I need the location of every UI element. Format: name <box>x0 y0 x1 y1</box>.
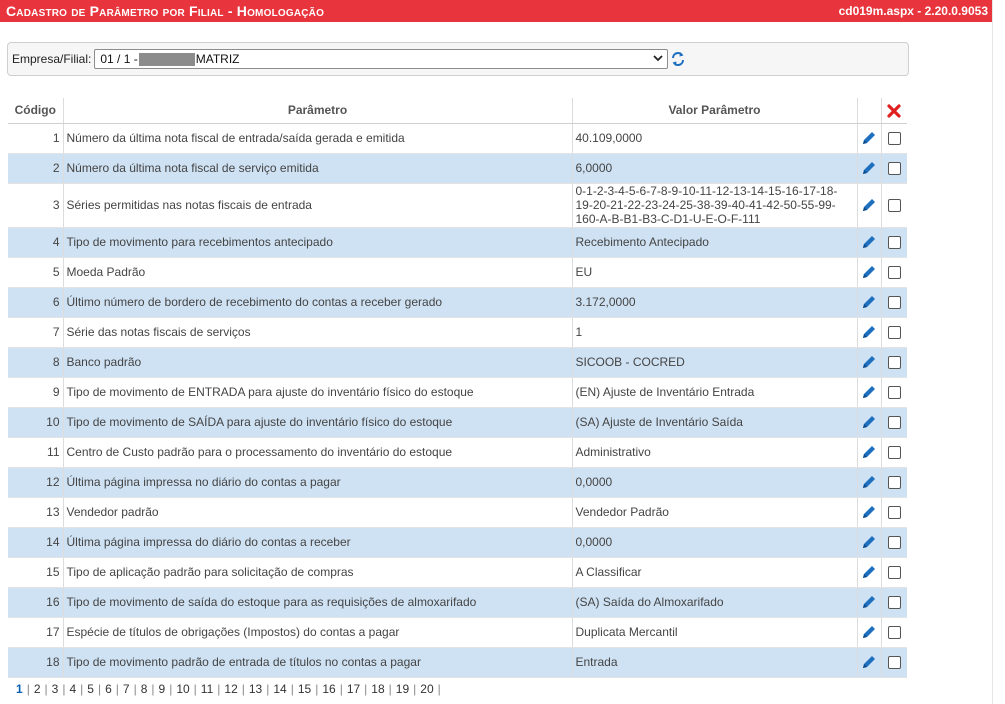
page-separator: | <box>115 681 119 696</box>
row-edit-cell <box>857 617 881 647</box>
table-row[interactable] <box>8 377 907 407</box>
row-select-cell <box>881 287 907 317</box>
row-select-checkbox[interactable] <box>888 356 901 369</box>
table-row[interactable] <box>8 527 907 557</box>
row-code: 1 <box>8 123 63 153</box>
pencil-icon[interactable] <box>861 594 877 610</box>
row-code: 18 <box>8 647 63 677</box>
pencil-icon[interactable] <box>861 504 877 520</box>
row-select-checkbox[interactable] <box>888 296 901 309</box>
column-header-edit <box>857 98 881 123</box>
page-title: Cadastro de Parâmetro por Filial - Homologação <box>6 3 325 19</box>
row-value: Vendedor Padrão <box>572 497 857 527</box>
row-edit-cell <box>857 557 881 587</box>
row-parameter: Tipo de aplicação padrão para solicitação de compras <box>63 557 572 587</box>
page-separator: | <box>241 681 245 696</box>
row-select-cell <box>881 227 907 257</box>
page-link[interactable]: 20 <box>420 681 434 696</box>
row-edit-cell <box>857 377 881 407</box>
row-parameter: Número da última nota fiscal de entrada/saída gerada e emitida <box>63 123 572 153</box>
page-separator: | <box>437 681 441 696</box>
pencil-icon[interactable] <box>861 197 877 213</box>
row-select-cell <box>881 557 907 587</box>
row-value: (SA) Ajuste de Inventário Saída <box>572 407 857 437</box>
page-separator: | <box>169 681 173 696</box>
table-row[interactable] <box>8 557 907 587</box>
table-row[interactable] <box>8 183 907 227</box>
page-separator: | <box>339 681 343 696</box>
row-select-cell <box>881 497 907 527</box>
row-code: 3 <box>8 183 63 227</box>
row-select-cell <box>881 437 907 467</box>
table-row[interactable] <box>8 317 907 347</box>
row-select-cell <box>881 347 907 377</box>
page-link[interactable]: 6 <box>105 681 112 696</box>
page-separator: | <box>217 681 221 696</box>
row-value: 6,0000 <box>572 153 857 183</box>
delete-x-icon[interactable] <box>887 104 901 118</box>
row-value: A Classificar <box>572 557 857 587</box>
page-link[interactable]: 1 <box>16 681 23 696</box>
row-code: 2 <box>8 153 63 183</box>
row-select-checkbox[interactable] <box>888 266 901 279</box>
row-value: Duplicata Mercantil <box>572 617 857 647</box>
row-code: 6 <box>8 287 63 317</box>
row-code: 16 <box>8 587 63 617</box>
row-code: 7 <box>8 317 63 347</box>
page-link[interactable]: 8 <box>140 681 148 696</box>
row-edit-cell <box>857 587 881 617</box>
row-parameter: Tipo de movimento de SAÍDA para ajuste do inventário físico do estoque <box>63 407 572 437</box>
row-value: 0-1-2-3-4-5-6-7-8-9-10-11-12-13-14-15-16-17-18-19-20-21-22-23-24-25-38-39-40-41-42-50-55-99-160-A-B-B1-B3-C-D1-U-E-O-F-111 <box>572 183 857 227</box>
row-code: 14 <box>8 527 63 557</box>
column-header-value[interactable]: Valor Parâmetro <box>572 98 857 123</box>
row-parameter: Última página impressa no diário do contas a pagar <box>63 467 572 497</box>
row-select-checkbox[interactable] <box>888 446 901 459</box>
title-bar <box>0 0 992 22</box>
row-parameter: Moeda Padrão <box>63 257 572 287</box>
row-edit-cell <box>857 407 881 437</box>
page-link[interactable]: 2 <box>33 681 41 696</box>
row-select-cell <box>881 647 907 677</box>
table-row[interactable] <box>8 647 907 677</box>
row-parameter: Séries permitidas nas notas fiscais de entrada <box>63 183 572 227</box>
page-link[interactable]: 16 <box>322 681 336 696</box>
row-value: 3.172,0000 <box>572 287 857 317</box>
pencil-icon[interactable] <box>861 160 877 176</box>
table-header-row <box>8 98 907 123</box>
row-edit-cell <box>857 437 881 467</box>
page-link[interactable]: 12 <box>224 681 238 696</box>
row-select-checkbox[interactable] <box>888 236 901 249</box>
company-select-suffix: MATRIZ <box>195 52 240 66</box>
row-code: 5 <box>8 257 63 287</box>
page-separator: | <box>364 681 368 696</box>
page-separator: | <box>315 681 319 696</box>
row-code: 17 <box>8 617 63 647</box>
table-row[interactable] <box>8 587 907 617</box>
pencil-icon[interactable] <box>861 474 877 490</box>
refresh-icon[interactable] <box>671 51 685 67</box>
column-header-code[interactable]: Código <box>8 98 63 123</box>
page-link[interactable]: 19 <box>395 681 410 696</box>
pencil-icon[interactable] <box>861 354 877 370</box>
row-edit-cell <box>857 497 881 527</box>
row-select-checkbox[interactable] <box>888 656 901 669</box>
table-row[interactable] <box>8 407 907 437</box>
row-edit-cell <box>857 527 881 557</box>
row-edit-cell <box>857 123 881 153</box>
table-row[interactable] <box>8 467 907 497</box>
page-link[interactable]: 5 <box>87 681 94 696</box>
pencil-icon[interactable] <box>861 234 877 250</box>
row-parameter: Última página impressa do diário do contas a receber <box>63 527 572 557</box>
row-parameter: Espécie de títulos de obrigações (Impostos) do contas a pagar <box>63 617 572 647</box>
row-value: EU <box>572 257 857 287</box>
pencil-icon[interactable] <box>861 654 877 670</box>
row-value: 0,0000 <box>572 467 857 497</box>
pencil-icon[interactable] <box>861 384 877 400</box>
page-link[interactable]: 15 <box>297 681 312 696</box>
row-code: 9 <box>8 377 63 407</box>
row-select-cell <box>881 123 907 153</box>
page-separator: | <box>151 681 155 696</box>
pencil-icon[interactable] <box>861 534 877 550</box>
pagination <box>12 682 904 696</box>
table-row[interactable] <box>8 287 907 317</box>
row-value: Recebimento Antecipado <box>572 227 857 257</box>
table-row[interactable] <box>8 123 907 153</box>
page-separator: | <box>193 681 197 696</box>
row-select-cell <box>881 153 907 183</box>
page-link[interactable]: 7 <box>122 681 130 696</box>
row-select-checkbox[interactable] <box>888 506 901 519</box>
pencil-icon[interactable] <box>861 414 877 430</box>
company-select[interactable] <box>94 49 668 69</box>
row-select-checkbox[interactable] <box>888 132 901 145</box>
page-link[interactable]: 13 <box>248 681 263 696</box>
row-code: 10 <box>8 407 63 437</box>
row-select-cell <box>881 257 907 287</box>
page-link[interactable]: 10 <box>176 681 190 696</box>
row-value: 40.109,0000 <box>572 123 857 153</box>
page-separator: | <box>133 681 137 696</box>
row-select-checkbox[interactable] <box>888 199 901 212</box>
chevron-down-icon <box>653 53 663 63</box>
row-select-cell <box>881 317 907 347</box>
page-separator: | <box>290 681 294 696</box>
row-select-cell <box>881 467 907 497</box>
row-select-checkbox[interactable] <box>888 476 901 489</box>
table-row[interactable] <box>8 437 907 467</box>
row-edit-cell <box>857 317 881 347</box>
filter-panel <box>7 42 909 76</box>
row-select-checkbox[interactable] <box>888 596 901 609</box>
company-filter-label: Empresa/Filial: <box>12 52 92 66</box>
pencil-icon[interactable] <box>861 444 877 460</box>
table-row[interactable] <box>8 347 907 377</box>
row-edit-cell <box>857 257 881 287</box>
pencil-icon[interactable] <box>861 564 877 580</box>
row-edit-cell <box>857 153 881 183</box>
row-select-cell <box>881 587 907 617</box>
row-code: 8 <box>8 347 63 377</box>
table-row[interactable] <box>8 617 907 647</box>
parameters-table <box>8 98 907 700</box>
row-parameter: Tipo de movimento para recebimentos antecipado <box>63 227 572 257</box>
page-separator: | <box>80 681 84 696</box>
row-code: 4 <box>8 227 63 257</box>
page-link[interactable]: 3 <box>51 681 59 696</box>
row-select-cell <box>881 527 907 557</box>
row-code: 12 <box>8 467 63 497</box>
table-row[interactable] <box>8 497 907 527</box>
pencil-icon[interactable] <box>861 130 877 146</box>
row-value: (EN) Ajuste de Inventário Entrada <box>572 377 857 407</box>
pencil-icon[interactable] <box>861 324 877 340</box>
row-select-cell <box>881 407 907 437</box>
table-row[interactable] <box>8 227 907 257</box>
row-value: (SA) Saída do Almoxarifado <box>572 587 857 617</box>
row-code: 11 <box>8 437 63 467</box>
row-select-checkbox[interactable] <box>888 326 901 339</box>
row-select-cell <box>881 617 907 647</box>
row-parameter: Tipo de movimento de ENTRADA para ajuste do inventário físico do estoque <box>63 377 572 407</box>
row-parameter: Série das notas fiscais de serviços <box>63 317 572 347</box>
row-code: 13 <box>8 497 63 527</box>
row-value: SICOOB - COCRED <box>572 347 857 377</box>
page-separator: | <box>266 681 270 696</box>
redacted-block <box>139 53 195 66</box>
table-body <box>8 123 907 677</box>
page-separator: | <box>388 681 392 696</box>
page-link[interactable]: 14 <box>273 681 287 696</box>
pencil-icon[interactable] <box>861 624 877 640</box>
row-select-checkbox[interactable] <box>888 566 901 579</box>
row-edit-cell <box>857 287 881 317</box>
row-value: Administrativo <box>572 437 857 467</box>
page-separator: | <box>413 681 417 696</box>
row-parameter: Último número de bordero de recebimento do contas a receber gerado <box>63 287 572 317</box>
window-edge <box>992 0 1005 704</box>
row-parameter: Número da última nota fiscal de serviço emitida <box>63 153 572 183</box>
page-link[interactable]: 18 <box>371 681 385 696</box>
row-parameter: Banco padrão <box>63 347 572 377</box>
row-value: Entrada <box>572 647 857 677</box>
row-edit-cell <box>857 227 881 257</box>
row-select-checkbox[interactable] <box>888 162 901 175</box>
company-select-prefix: 01 / 1 - <box>100 52 138 66</box>
table-row[interactable] <box>8 257 907 287</box>
row-value: 1 <box>572 317 857 347</box>
table-row[interactable] <box>8 153 907 183</box>
column-header-delete <box>881 98 907 123</box>
page-link[interactable]: 4 <box>69 681 77 696</box>
page-link[interactable]: 17 <box>346 681 361 696</box>
page-separator: | <box>97 681 102 696</box>
row-select-cell <box>881 183 907 227</box>
row-select-checkbox[interactable] <box>888 416 901 429</box>
column-header-parameter[interactable]: Parâmetro <box>63 98 572 123</box>
pencil-icon[interactable] <box>861 294 877 310</box>
row-edit-cell <box>857 647 881 677</box>
page-version: cd019m.aspx - 2.20.0.9053 <box>838 4 988 18</box>
row-parameter: Tipo de movimento de saída do estoque para as requisições de almoxarifado <box>63 587 572 617</box>
row-select-checkbox[interactable] <box>888 386 901 399</box>
row-select-cell <box>881 377 907 407</box>
row-parameter: Vendedor padrão <box>63 497 572 527</box>
page-separator: | <box>44 681 48 696</box>
page-link[interactable]: 9 <box>158 681 166 696</box>
row-code: 15 <box>8 557 63 587</box>
page-separator: | <box>26 681 30 696</box>
row-edit-cell <box>857 183 881 227</box>
row-parameter: Centro de Custo padrão para o processamento do inventário do estoque <box>63 437 572 467</box>
pager-row <box>8 677 907 700</box>
row-value: 0,0000 <box>572 527 857 557</box>
pager-cell <box>8 677 907 700</box>
page-link[interactable]: 11 <box>200 681 214 696</box>
row-select-checkbox[interactable] <box>888 536 901 549</box>
row-select-checkbox[interactable] <box>888 626 901 639</box>
row-edit-cell <box>857 467 881 497</box>
row-edit-cell <box>857 347 881 377</box>
pencil-icon[interactable] <box>861 264 877 280</box>
row-parameter: Tipo de movimento padrão de entrada de títulos no contas a pagar <box>63 647 572 677</box>
page-separator: | <box>62 681 66 696</box>
